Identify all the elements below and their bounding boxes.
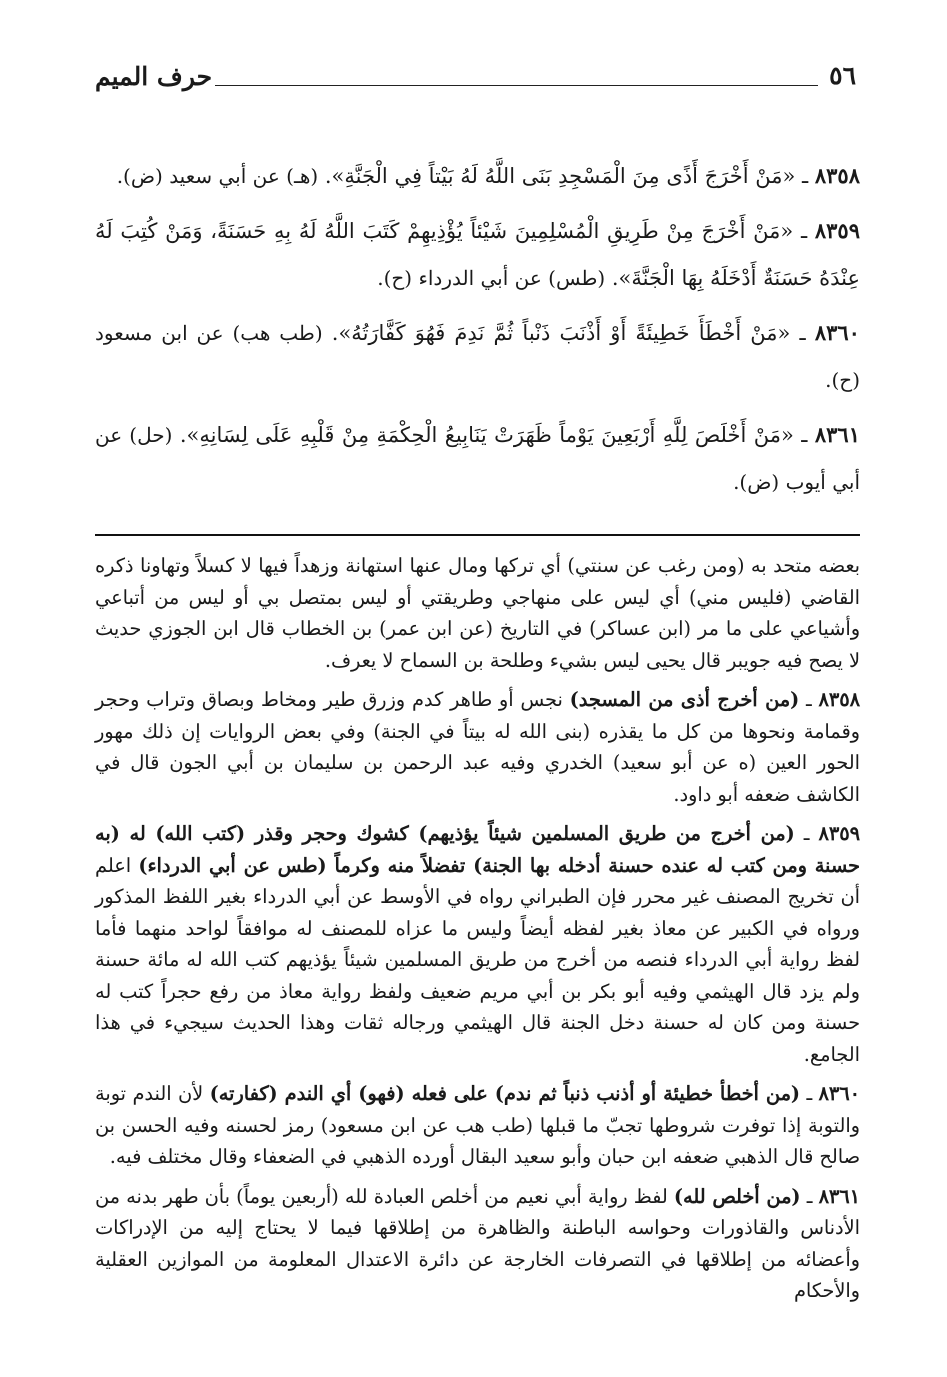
commentary-number: ٨٣٦١ xyxy=(818,1184,860,1208)
commentary-lead: (من أخرج من طريق المسلمين شيئاً يؤذيهم) كشوك وحجر وقذر (كتب الله) له (به حسنة ومن كتب له عنده حسنة أدخله بها الجنة) تفضلاً منه وكرماً (طس عن أبي الدرداء) xyxy=(95,822,860,877)
commentary-number: ٨٣٦٠ xyxy=(818,1082,860,1105)
commentary-text: لأن الندم توبة والتوبة إذا توفرت شروطها تجبّ ما قبلها (طب هب عن ابن مسعود) رمز لحسنه وفيه الحسن بن صالح قال الذهبي ضعفه ابن حبان وأبو سعيد البقال أورده الذهبي في الضعفاء وقال مختلف فيه. xyxy=(95,1082,860,1168)
commentary-paragraph: ٨٣٥٨ ـ (من أخرج أذى من المسجد) نجس أو طاهر كدم وزرق طير ومخاط وبصاق وتراب وحجر وقمامة ونحوها من كل ما يقذره (بنى الله له بيتاً في الجنة) وفي بعض الروايات إن ذلك مهور الحور العين (ه عن أبو سعيد) الخدري وفيه عبد الرحمن بن سليمان بن أبي الجون قال في الكاشف ضعفه أبو داود. xyxy=(95,688,860,806)
page-header xyxy=(95,58,860,98)
hadith-entry: ٨٣٥٩ ـ «مَنْ أَخْرَجَ مِنْ طَرِيقِ الْمُسْلِمِينَ شَيْئاً يُؤْذِيهِمْ كَتَبَ اللَّهُ لَهُ بِهِ حَسَنَةً، وَمَنْ كُتِبَ لَهُ عِنْدَهُ حَسَنَةٌ أَدْخَلَهُ بِهَا الْجَنَّةَ». (طس) عن أبي الدرداء (ح). xyxy=(95,218,860,290)
commentary-text: نجس أو طاهر كدم وزرق طير ومخاط وبصاق وتراب وحجر وقمامة ونحوها من كل ما يقذره (بنى الله له بيتاً في الجنة) وفي بعض الروايات إن ذلك مهور الحور العين (ه عن أبو سعيد) الخدري وفيه عبد الرحمن بن سليمان بن أبي الجون قال في الكاشف ضعفه أبو داود. xyxy=(95,688,860,806)
commentary-lead: (من أخطأ خطيئة أو أذنب ذنباً ثم ندم) على فعله (فهو) أي الندم (كفارته) xyxy=(209,1082,801,1105)
commentary-lead: (من أخلص لله) xyxy=(673,1184,801,1208)
commentary-paragraph: ٨٣٦١ ـ (من أخلص لله) لفظ رواية أبي نعيم من أخلص العبادة لله (أربعين يوماً) بأن طهر بدنه من الأدناس والقاذورات وحواسه الباطنة والظاهرة من إطلاقها فيما لا يحتاج إليه من الإدراكات وأعضائه من إطلاقها في التصرفات الخارجة عن دائرة الاعتدال المعلومة من الموازين العقلية والأحكام xyxy=(95,1184,860,1302)
commentary-number: ٨٣٥٨ xyxy=(818,688,860,711)
hadith-source: (حل) عن أبي أيوب (ض). xyxy=(95,423,860,494)
hadith-list xyxy=(95,152,860,506)
hadith-entry: ٨٣٦١ ـ «مَنْ أَخْلَصَ لِلَّهِ أَرْبَعِينَ يَوْماً ظَهَرَتْ يَنَابِيعُ الْحِكْمَةِ مِنْ قَلْبِهِ عَلَى لِسَانِهِ». (حل) عن أبي أيوب (ض). xyxy=(95,422,860,494)
hadith-source: (طب هب) عن ابن مسعود (ح). xyxy=(95,321,860,392)
commentary-paragraph: ٨٣٥٩ ـ (من أخرج من طريق المسلمين شيئاً يؤذيهم) كشوك وحجر وقذر (كتب الله) له (به حسنة ومن كتب له عنده حسنة أدخله بها الجنة) تفضلاً منه وكرماً (طس عن أبي الدرداء) اعلم أن تخريج المصنف غير محرر فإن الطبراني رواه في الأوسط عن أبي الدرداء بغير اللفظ المذكور ورواه في الكبير عن معاذ بغير لفظه أيضاً وليس ما عزاه للمصنف له موافقاً لواحد منهما فأما لفظ رواية أبي الدرداء فنصه من أخرج من طريق المسلمين شيئاً يؤذيهم كتب الله له مائة حسنة ولم يزد قال الهيثمي وفيه أبو بكر بن أبي مريم ضعيف ولفظ رواية معاذ من رفع حجراً كتب له حسنة ومن كان له حسنة دخل الجنة قال الهيثمي ورجاله ثقات وهذا الحديث سيجيء في هذا الجامع. xyxy=(95,822,860,1066)
hadith-entry: ٨٣٦٠ ـ «مَنْ أَخْطَأَ خَطِيئَةً أَوْ أَذْنَبَ ذَنْباً ثُمَّ نَدِمَ فَهُوَ كَفَّارَتُهُ». (طب هب) عن ابن مسعود (ح). xyxy=(95,320,860,392)
commentary-paragraph: ٨٣٦٠ ـ (من أخطأ خطيئة أو أذنب ذنباً ثم ندم) على فعله (فهو) أي الندم (كفارته) لأن الندم توبة والتوبة إذا توفرت شروطها تجبّ ما قبلها (طب هب عن ابن مسعود) رمز لحسنه وفيه الحسن بن صالح قال الذهبي ضعفه ابن حبان وأبو سعيد البقال أورده الذهبي في الضعفاء وقال مختلف فيه. xyxy=(95,1082,860,1168)
hadith-text: «مَنْ أَخْطَأَ خَطِيئَةً أَوْ أَذْنَبَ ذَنْباً ثُمَّ نَدِمَ فَهُوَ كَفَّارَتُهُ». xyxy=(331,321,791,345)
book-page xyxy=(95,58,860,1315)
hadith-number: ٨٣٦١ xyxy=(814,422,860,447)
commentary-text: بعضه متحد به (ومن رغب عن سنتي) أي تركها ومال عنها استهانة وزهداً فيها لا كسلاً وتهاونا ذكره القاضي (فليس مني) أي ليس على منهاجي وطريقتي أو ليس بمتصل بي أو ليس من أتباعي وأشياعي على ما مر (ابن عساكر) في التاريخ (عن ابن عمر) بن الخطاب قال ابن الجوزي حديث لا يصح فيه جويبر قال يحيى ليس بشيء وطلحة بن السماح لا يعرف. xyxy=(95,554,860,672)
hadith-text: «مَنْ أَخْرَجَ أَذًى مِنَ الْمَسْجِدِ بَنَى اللَّهُ لَهُ بَيْتاً فِي الْجَنَّةِ». xyxy=(324,164,796,188)
hadith-text: «مَنْ أَخْرَجَ مِنْ طَرِيقِ الْمُسْلِمِينَ شَيْئاً يُؤْذِيهِمْ كَتَبَ اللَّهُ لَهُ بِهِ حَسَنَةً، وَمَنْ كُتِبَ لَهُ عِنْدَهُ حَسَنَةٌ أَدْخَلَهُ بِهَا الْجَنَّةَ». xyxy=(95,219,860,290)
hadith-source: (طس) عن أبي الدرداء (ح). xyxy=(377,266,606,290)
commentary xyxy=(95,550,860,1307)
running-title: حرف الميم xyxy=(95,62,213,91)
commentary-number: ٨٣٥٩ xyxy=(818,822,860,845)
hadith-number: ٨٣٥٩ xyxy=(814,218,860,243)
commentary-text: اعلم أن تخريج المصنف غير محرر فإن الطبراني رواه في الأوسط عن أبي الدرداء بغير اللفظ المذكور ورواه في الكبير عن معاذ بغير لفظه أيضاً وليس ما عزاه للمصنف له موافقاً لواحد منهما فأما لفظ رواية أبي الدرداء فنصه من أخرج من طريق المسلمين شيئاً يؤذيهم كتب الله له مائة حسنة ولم يزد قال الهيثمي وفيه أبو بكر بن أبي مريم ضعيف ولفظ رواية معاذ من رفع حجراً كتب له حسنة ومن كان له حسنة دخل الجنة قال الهيثمي ورجاله ثقات وهذا الحديث سيجيء في هذا الجامع. xyxy=(95,853,860,1066)
footnote-divider xyxy=(95,534,860,536)
header-rule xyxy=(215,85,818,86)
commentary-lead: (من أخرج أذى من المسجد) xyxy=(569,688,800,711)
hadith-number: ٨٣٦٠ xyxy=(814,320,860,345)
hadith-number: ٨٣٥٨ xyxy=(814,163,860,188)
page-number: ٥٦ xyxy=(829,61,856,90)
commentary-paragraph xyxy=(95,550,860,676)
hadith-entry: ٨٣٥٨ ـ «مَنْ أَخْرَجَ أَذًى مِنَ الْمَسْجِدِ بَنَى اللَّهُ لَهُ بَيْتاً فِي الْجَنَّةِ». (هـ) عن أبي سعيد (ض). xyxy=(116,163,860,188)
hadith-source: (هـ) عن أبي سعيد (ض). xyxy=(116,164,319,188)
hadith-text: «مَنْ أَخْلَصَ لِلَّهِ أَرْبَعِينَ يَوْماً ظَهَرَتْ يَنَابِيعُ الْحِكْمَةِ مِنْ قَلْبِهِ عَلَى لِسَانِهِ». xyxy=(179,423,794,447)
commentary-text: لفظ رواية أبي نعيم من أخلص العبادة لله (أربعين يوماً) بأن طهر بدنه من الأدناس والقاذورات وحواسه الباطنة والظاهرة من إطلاقها فيما لا يحتاج إليه من الإدراكات وأعضائه من إطلاقها في التصرفات الخارجة عن دائرة الاعتدال المعلومة من الموازين العقلية والأحكام xyxy=(95,1184,860,1302)
